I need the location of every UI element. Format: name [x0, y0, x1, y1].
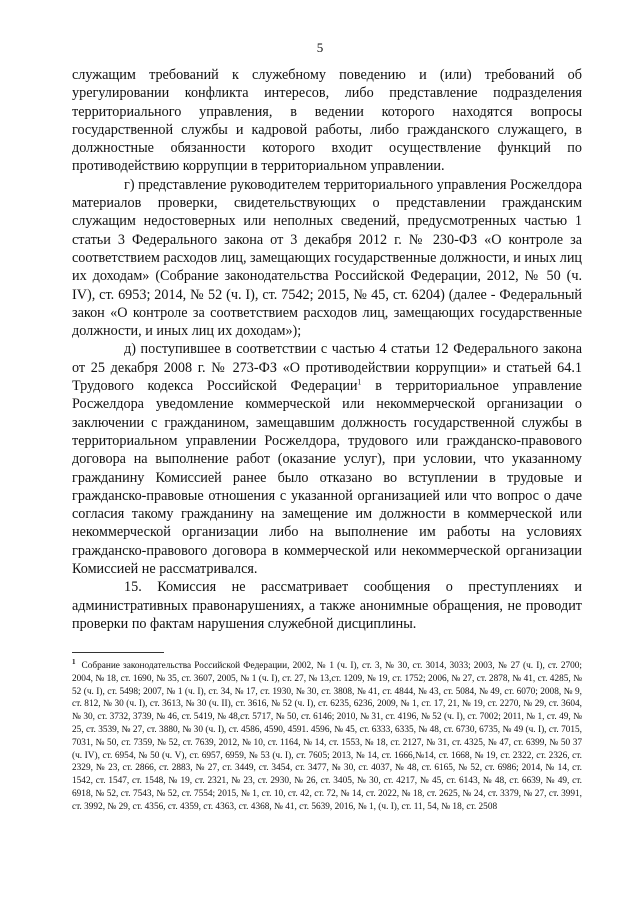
footnote-text: Собрание законодательства Российской Федерации, 2002, № 1 (ч. I), ст. 3, № 30, ст. 3014, 3033; 2003, № 27 (ч. I), ст. 2700; 2004, № 18, ст. 1690, № 35, ст. 3607, 2005, № 1 (ч. I), ст. 27, № 13,ст. 1209, № 19, ст. 1752; 2006, № 27, ст. 2878, № 41, ст. 4285, № 52 (ч. I), ст. 5498; 2007, № 1 (ч. I), ст. 34, № 17, ст. 1930, № 30, ст. 3808, № 41, ст. 4844, № 43, ст. 5084, № 49, ст. 6070; 2008, № 9, ст. 812, № 30 (ч. I), ст. 3613, № 30 (ч. II), ст. 3616, № 52 (ч. I), ст. 6235, 6236, 2009, № 1, ст. 17, 21, № 19, ст. 2270, № 29, ст. 3604, № 30, ст. 3732, 3739, № 46, ст. 5419, № 48,ст. 5717, № 50, ст. 6146; 2010, № 31, ст. 4196, № 52 (ч. I), ст. 7002; 2011, № 1, ст. 49, № 25, ст. 3539, № 27, ст. 3880, № 30 (ч. I), ст. 4586, 4590, 4591. 4596, № 45, ст. 6333, 6335, № 48, ст. 6730, 6735, № 49 (ч. I), ст. 7015, 7031, № 50, ст. 7359, № 52, ст. 7639, 2012, № 10, ст. 1164, № 14, ст. 1553, № 18, ст. 2127, № 31, ст. 4325, № 47, ст. 6399, № 50 37 (ч. IV), ст. 6954, № 50 (ч. V), ст. 6957, 6959, № 53 (ч. I), ст. 7605; 2013, № 14, ст. 1666,№14, ст. 1668, № 19, ст. 2322, ст. 2326, ст. 2329, № 23, ст. 2866, ст. 2883, № 27, ст. 3449, ст. 3454, ст. 3477, № 30, ст. 4037, № 48, ст. 6165, № 52, ст. 6986; 2014, № 14, ст. 1542, ст. 1547, ст. 1548, № 19, ст. 2321, № 23, ст. 2930, № 26, ст. 3405, № 30, ст. 4217, № 45, ст. 6143, № 48, ст. 6639, № 49, ст. 6918, № 52, ст. 7543, № 52, ст. 7554; 2015, № 1, ст. 10, ст. 42, ст. 72, № 14, ст. 2022, № 18, ст. 2625, № 24, ст. 3379, № 27, ст. 3991, ст. 3992, № 29, ст. 4356, ст. 4359, ст. 4363, ст. 4368, № 41, ст. 5639, 2016, № 1, (ч. I), ст. 11, 54, № 18, ст. 2508 [72, 661, 582, 812]
paragraph-d [72, 340, 582, 578]
paragraph-g: г) представление руководителем территориального управления Росжелдора материалов проверки, свидетельствующих о представлении гражданским служащим недостоверных или неполных сведений, предусмотренных частью 1 статьи 3 Федерального закона от 3 декабря 2012 г. № 230-ФЗ «О контроле за соответствием расходов лиц, замещающих государственные должности, и иных лиц их доходам» (Собрание законодательства Российской Федерации, 2012, № 50 (ч. IV), ст. 6953; 2014, № 52 (ч. I), ст. 7542; 2015, № 45, ст. 6204) (далее - Федеральный закон «О контроле за соответствием расходов лиц, замещающих государственные должности, и иных лиц их доходам»); [72, 176, 582, 340]
paragraph-d-text-after: в территориальное управление Росжелдора уведомление коммерческой или некоммерческой организации о заключении с гражданином, замещавшим должность государственной службы в территориальном управлении Росжелдора, трудового или гражданско-правового договора на выполнение работ (оказание услуг), при условии, что указанному гражданину Комиссией ранее было отказано во вступлении в трудовые и гражданско-правовые отношения с указанной организацией или что вопрос о даче согласия такому гражданину на замещение им должности в коммерческой или некоммерческой организации либо на выполнение им работы на условиях гражданско-правового договора в коммерческой или некоммерческой организации Комиссией не рассматривался. [72, 378, 582, 578]
footnote-separator [72, 652, 164, 653]
body-text [72, 66, 582, 633]
paragraph-15: 15. Комиссия не рассматривает сообщения о преступлениях и административных правонарушениях, а также анонимные обращения, не проводит проверки по фактам нарушения служебной дисциплины. [72, 579, 582, 632]
paragraph-d-text-before: д) поступившее в соответствии с частью 4 статьи 12 Федерального закона от 25 декабря 2008 г. № 273-ФЗ «О противодействии коррупции» и статьей 64.1 Трудового кодекса Российской Федерации [72, 341, 582, 395]
footnote [72, 657, 582, 814]
footnote-reference[interactable]: 1 [357, 377, 362, 387]
paragraph-continuation: служащим требований к служебному поведению и (или) требований об урегулировании конфликта интересов, либо представление подразделения территориального управления, в ведении которого находятся вопросы государственной службы и кадровой работы, либо гражданского служащего, в должностные обязанности которого входит осуществление функций по противодействию коррупции в территориальном управлении. [72, 67, 582, 175]
footnote-mark: 1 [72, 657, 76, 666]
page-number: 5 [316, 40, 324, 55]
